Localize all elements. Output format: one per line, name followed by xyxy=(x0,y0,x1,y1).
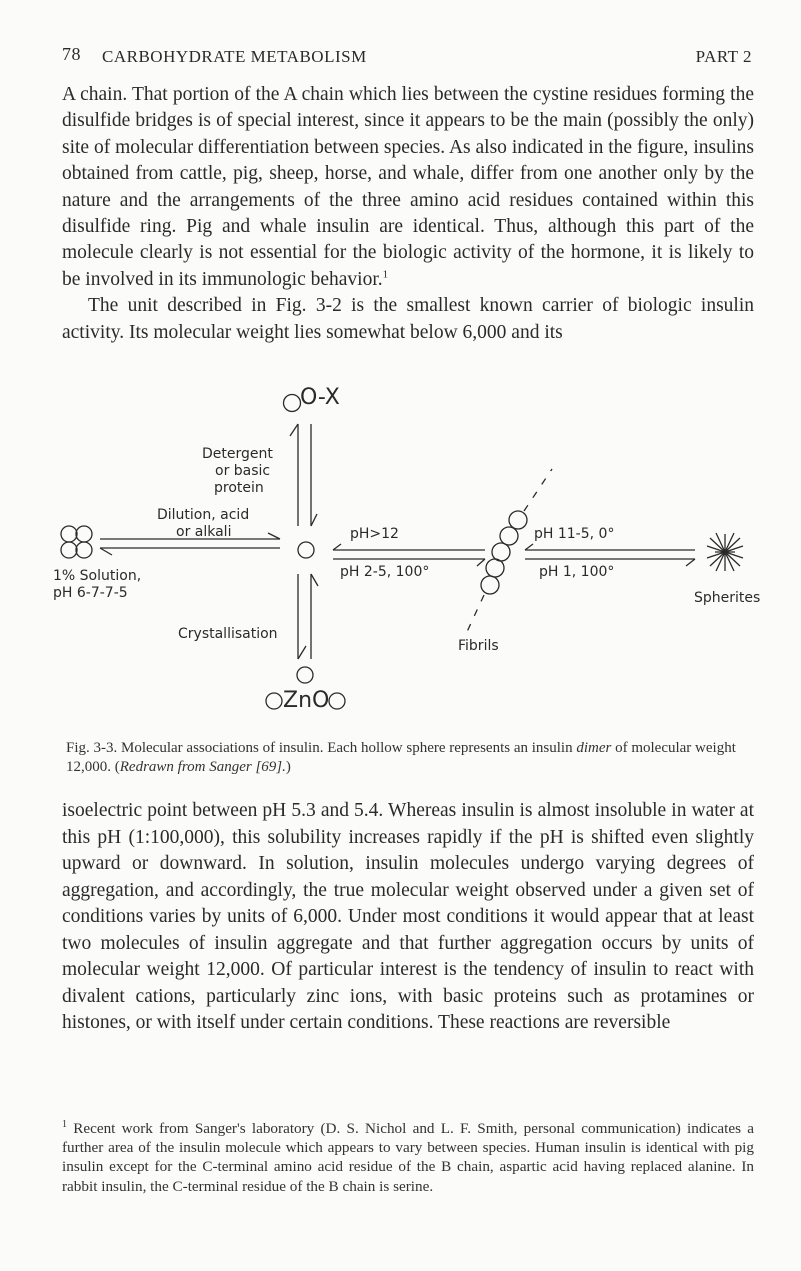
label-ph-2-5: pH 2-5, 100° xyxy=(340,564,430,580)
label-ph-gt-12: pH>12 xyxy=(350,526,399,542)
page-number: 78 xyxy=(62,44,81,64)
paragraph-1: A chain. That portion of the A chain which lies between the cystine residues forming the disulfide bridges is of special interest, since it appears to be the main (possibly the only) site of molecular differentiation between species. As also indicated in the figure, insulins obtained from cattle, pig, sheep, horse, and whale, differ from one another only by the nature and the arrangements of the three amino acid residues contained within this disulfide ring. Pig and whale insulin are identical. Thus, although this part of the molecule clearly is not essential for the biologic activity of the hormone, it is likely to be involved in its immunologic behavior.$^1$ xyxy=(62,84,754,290)
fibril-sphere-1 xyxy=(509,511,527,529)
arrow-down-head xyxy=(311,514,317,526)
label-or-alkali: or alkali xyxy=(176,524,232,540)
molecule-ox xyxy=(284,395,301,412)
fibril-dash-up xyxy=(524,469,552,511)
arrow-up-head xyxy=(290,424,298,436)
figure-3-3 xyxy=(0,384,801,769)
molecule-center xyxy=(298,542,314,558)
arrow-down-lower-head xyxy=(298,646,306,659)
label-crystallisation: Crystallisation xyxy=(178,626,278,642)
footnote-mark: 1 xyxy=(62,1118,67,1130)
part-label: PART 2 xyxy=(695,47,752,66)
running-title: CARBOHYDRATE METABOLISM xyxy=(102,47,367,66)
label-spherites: Spherites xyxy=(694,590,761,606)
label-fibrils: Fibrils xyxy=(458,638,499,654)
footnote-ref: 1 xyxy=(382,268,389,281)
label-ph-1: pH 1, 100° xyxy=(539,564,615,580)
dimer-sphere-3 xyxy=(61,542,77,558)
zinc-sphere-right xyxy=(329,693,345,709)
fibril-sphere-5 xyxy=(481,576,499,594)
fibril-sphere-3 xyxy=(492,543,510,561)
fibril-sphere-4 xyxy=(486,559,504,577)
caption-italic-dimer: dimer xyxy=(576,740,612,756)
mid-arrow-head xyxy=(333,544,341,550)
fibril-dash-down xyxy=(466,595,484,634)
zinc-sphere-top xyxy=(297,667,313,683)
label-dilution: Dilution, acid xyxy=(157,507,250,523)
caption-text-3: ) xyxy=(285,759,291,775)
fibril-sphere-2 xyxy=(500,527,518,545)
caption-text: Molecular associations of insulin. Each hollow sphere represents an insulin xyxy=(121,740,573,756)
page-header xyxy=(62,44,752,74)
dimer-sphere-1 xyxy=(61,526,77,542)
body-upper xyxy=(62,82,754,346)
paragraph-3: isoelectric point between pH 5.3 and 5.4. Whereas insulin is almost insoluble in water at this pH (1:100,000), this solubility increases rapidly if the pH is shifted even slightly upward or downward. In solution, insulin molecules undergo varying degrees of aggregation, and accordingly, the true molecular weight observed under a given set of conditions varies by units of 6,000. Under most conditions it would appear that at least two molecules of insulin aggregate and that further aggregation occurs by units of molecular weight 12,000. Of particular interest is the tendency of insulin to react with divalent cations, particularly zinc ions, with basic proteins such as protamines or histones, or with itself under certain conditions. These reactions are reversible xyxy=(62,800,754,1033)
zinc-sphere-left xyxy=(266,693,282,709)
mid-arrow-head-2 xyxy=(477,559,485,566)
arrow-right-head xyxy=(268,533,280,539)
caption-italic-source: Redrawn from Sanger [69]. xyxy=(119,759,286,775)
label-ph-11-5: pH 11-5, 0° xyxy=(534,526,615,542)
right-arrow-head-2 xyxy=(686,559,695,566)
label-ph-solution: pH 6-7-7-5 xyxy=(53,585,128,601)
caption-text-2: of molecular weight 12,000. ( xyxy=(66,740,736,775)
arrow-left-head xyxy=(100,548,112,555)
paragraph-2: The unit described in Fig. 3-2 is the smallest known carrier of biologic insulin activity. Its molecular weight lies somewhat below 6,000 and its xyxy=(62,295,754,343)
dimer-sphere-4 xyxy=(76,542,92,558)
figure-caption xyxy=(66,739,756,777)
label-zinc: ZnO xyxy=(283,688,330,713)
footnote-text: Recent work from Sanger's laboratory (D. S. Nichol and L. F. Smith, personal communication) indicates a further area of the insulin molecule which appears to vary between species. Human insulin is identical with pig insulin except for the C-terminal amino acid residue of the B chain, aspartic acid having replaced alanine. In rabbit insulin, the C-terminal residue of the B chain is serine. xyxy=(62,1120,755,1195)
label-protein: protein xyxy=(214,480,264,496)
label-detergent: Detergent xyxy=(202,446,273,462)
right-arrow-head xyxy=(525,544,533,550)
arrow-up-lower-head xyxy=(311,574,318,586)
label-or-basic: or basic xyxy=(215,463,271,479)
spherites-icon xyxy=(707,533,743,571)
footnote xyxy=(62,1119,754,1196)
dimer-sphere-2 xyxy=(76,526,92,542)
label-solution: 1% Solution, xyxy=(53,568,142,584)
caption-label: Fig. 3-3. xyxy=(66,740,118,756)
label-ox: O-X xyxy=(300,385,340,410)
body-lower xyxy=(62,798,754,1037)
